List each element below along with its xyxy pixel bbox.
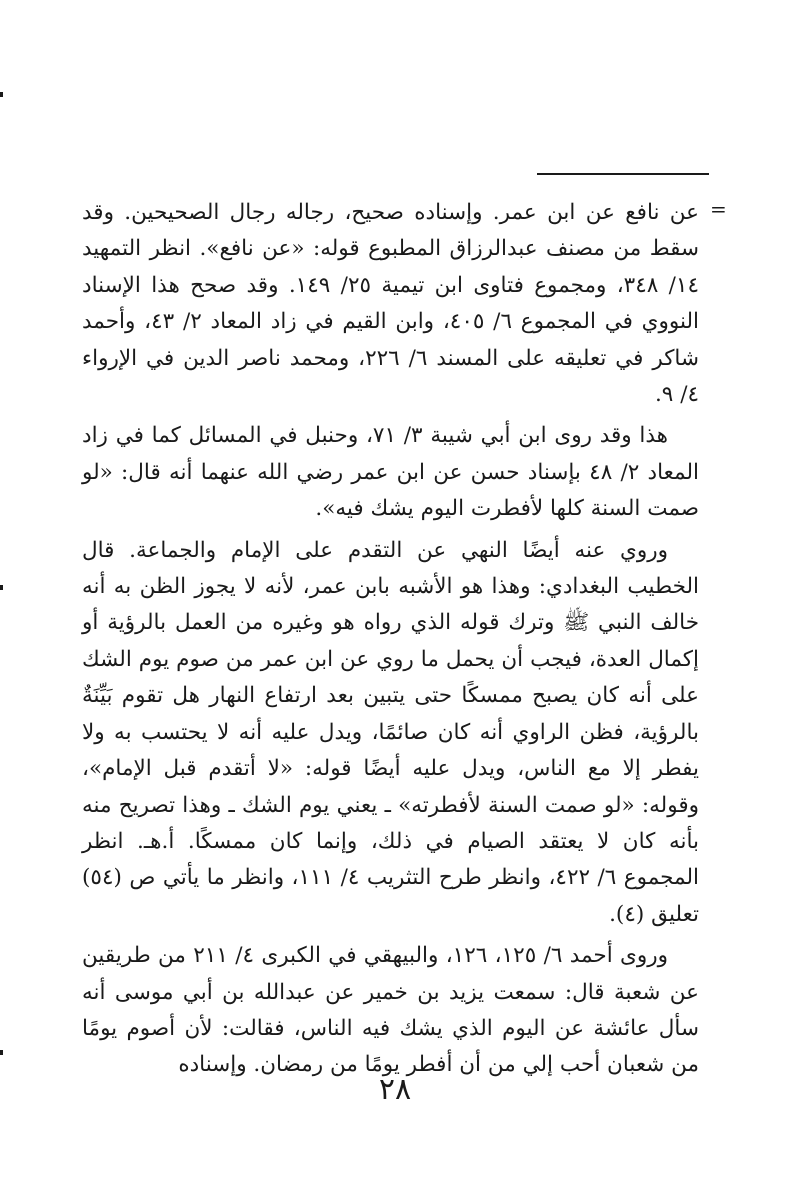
paragraph: وروي عنه أيضًا النهي عن التقدم على الإمام والجماعة. قال الخطيب البغدادي: وهذا هو الأشبه بابن عمر، لأنه لا يجوز الظن به أنه خالف النبي ﷺ وترك قوله الذي رواه هو وغيره من العمل بالرؤية أو إكمال العدة، فيجب أن يحمل ما روي عن ابن عمر من صوم يوم الشك على أنه كان يصبح ممسكًا حتى يتبين بعد ارتفاع النهار هل تقوم بَيِّنَةٌ بالرؤية، فظن الراوي أنه كان صائمًا، ويدل عليه أنه لا يحتسب به ولا يفطر إلا مع الناس، ويدل عليه أيضًا قوله: «لا أتقدم قبل الإمام»، وقوله: «لو صمت السنة لأفطرته» ـ يعني يوم الشك ـ وهذا تصريح منه بأنه كان لا يعتقد الصيام في ذلك، وإنما كان ممسكًا. أ.هـ. انظر المجموع ٦/ ٤٢٢، وانظر طرح التثريب ٤/ ١١١، وانظر ما يأتي ص (٥٤) تعليق (٤). bbox=[82, 537, 699, 927]
page-number: ٢٨ bbox=[378, 1072, 412, 1107]
footnote-separator-rule bbox=[537, 173, 709, 175]
paragraph: وروى أحمد ٦/ ١٢٥، ١٢٦، والبيهقي في الكبرى ٤/ ٢١١ من طريقين عن شعبة قال: سمعت يزيد بن خمير عن عبدالله بن أبي موسى أنه سأل عائشة عن اليوم الذي يشك فيه الناس، فقالت: لأن أصوم يومًا من شعبان أحب إلي من أن أفطر يومًا من رمضان. وإسناده bbox=[82, 943, 699, 1078]
scan-mark-top bbox=[0, 92, 3, 97]
scan-mark-bottom bbox=[0, 1050, 3, 1055]
continuation-mark: = bbox=[710, 197, 727, 221]
paragraph: عن نافع عن ابن عمر. وإسناده صحيح، رجاله رجال الصحيحين. وقد سقط من مصنف عبدالرزاق المطبوع قوله: «عن نافع». انظر التمهيد ١٤/ ٣٤٨، ومجموع فتاوى ابن تيمية ٢٥/ ١٤٩. وقد صحح هذا الإسناد النووي في المجموع ٦/ ٤٠٥، وابن القيم في زاد المعاد ٢/ ٤٣، وأحمد شاكر في تعليقه على المسند ٦/ ٢٢٦، ومحمد ناصر الدين في الإرواء ٤/ ٩. bbox=[82, 200, 700, 408]
paragraph: هذا وقد روى ابن أبي شيبة ٣/ ٧١، وحنبل في المسائل كما في زاد المعاد ٢/ ٤٨ بإسناد حسن عن ابن عمر رضي الله عنهما أنه قال: «لو صمت السنة كلها لأفطرت اليوم يشك فيه». bbox=[82, 423, 699, 522]
scan-mark-middle bbox=[0, 585, 3, 590]
footnote-text-block bbox=[82, 195, 699, 1089]
